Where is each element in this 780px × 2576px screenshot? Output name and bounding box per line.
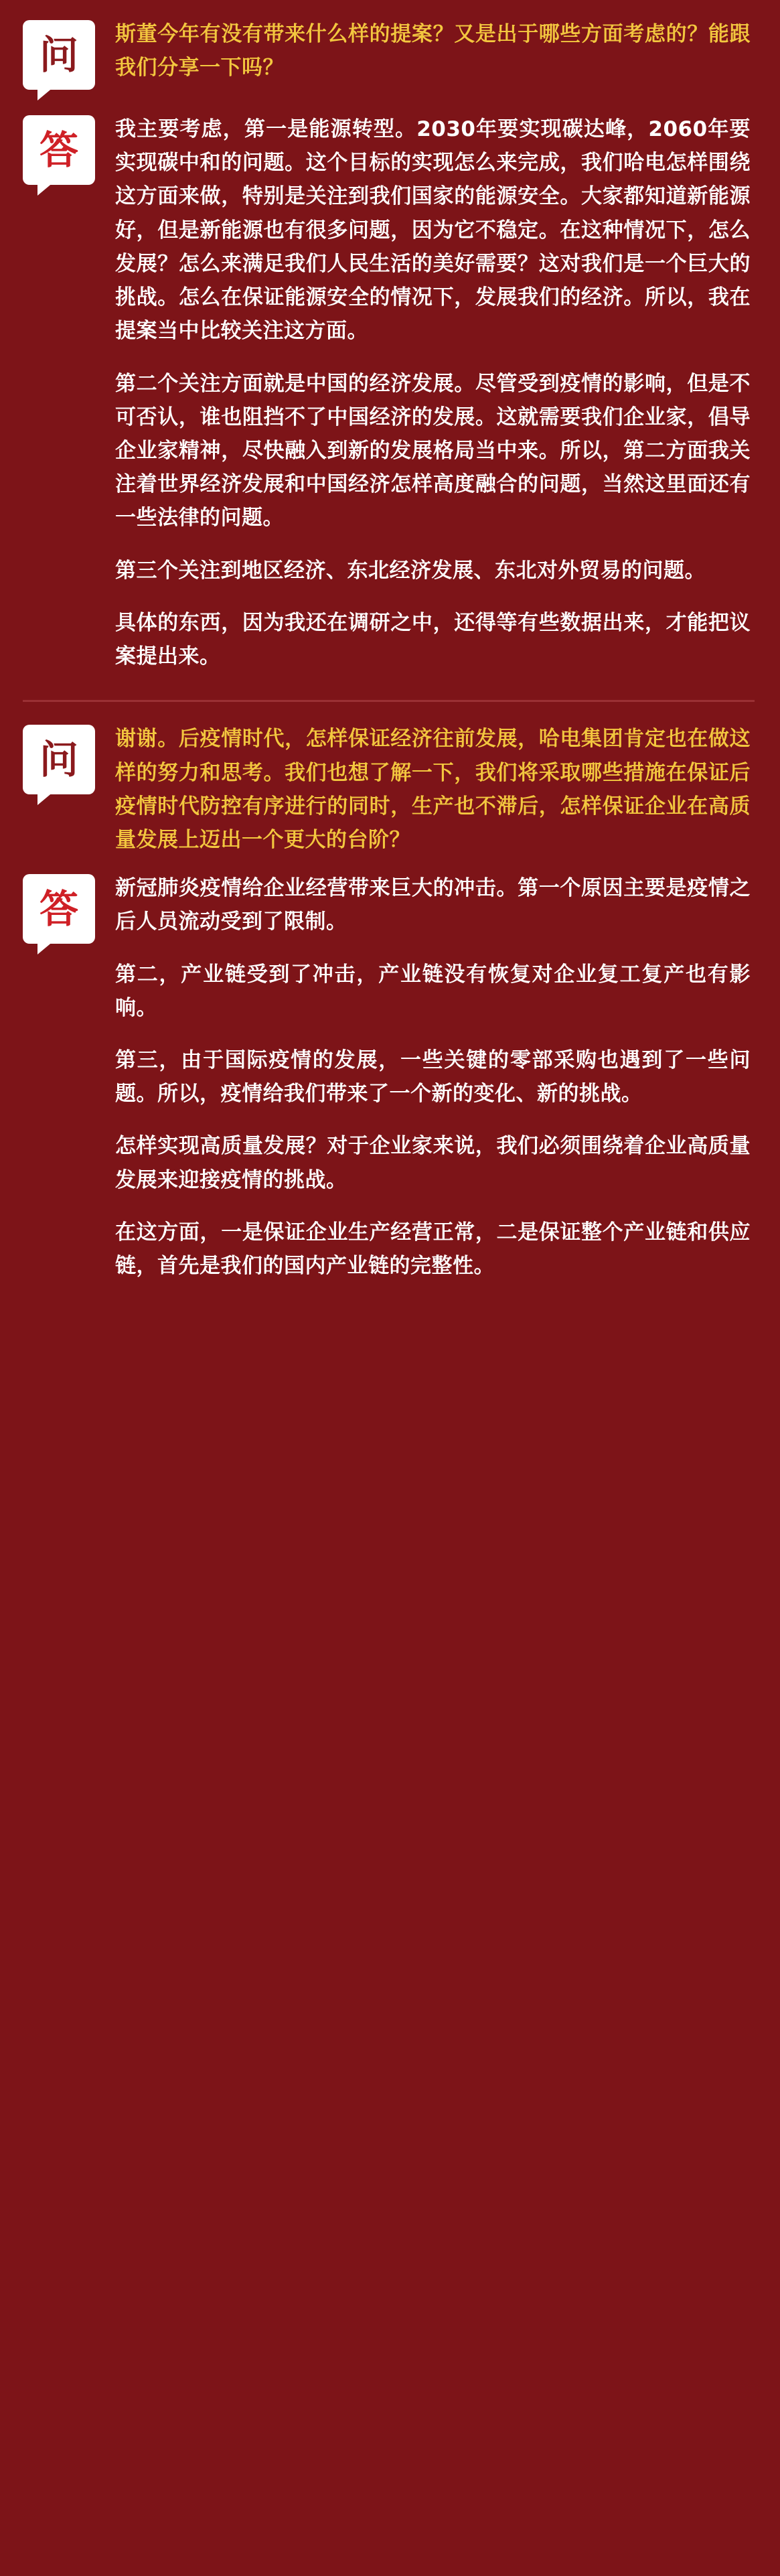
answer-text-1: [102, 113, 755, 673]
question-text-1: [102, 17, 755, 84]
answer-paragraph: 第三，由于国际疫情的发展，一些关键的零部采购也遇到了一些问题。所以，疫情给我们带来了一个新的变化、新的挑战。: [115, 1048, 751, 1106]
spacer-after-divider: [0, 702, 780, 722]
question-text-2: [102, 722, 755, 857]
badge-column: [23, 722, 102, 794]
badge-column: [23, 113, 102, 185]
bottom-spacer: [0, 1283, 780, 1323]
qa-block-answer-2: [0, 871, 780, 1283]
question-paragraph: 谢谢。后疫情时代，怎样保证经济往前发展，哈电集团肯定也在做这样的努力和思考。我们也想了解一下，我们将采取哪些措施在保证后疫情时代防控有序进行的同时，生产也不滞后，怎样保证企业在高质量发展上迈出一个更大的台阶？: [115, 727, 751, 852]
qa-block-question-1: [0, 17, 780, 90]
answer-paragraph: 在这方面，一是保证企业生产经营正常，二是保证整个产业链和供应链，首先是我们的国内产业链的完整性。: [115, 1220, 751, 1279]
answer-paragraph: 怎样实现高质量发展？对于企业家来说，我们必须围绕着企业高质量发展来迎接疫情的挑战。: [115, 1134, 751, 1192]
question-badge-label: 问: [39, 737, 78, 783]
answer-badge-icon: [23, 115, 95, 185]
question-badge-icon: [23, 20, 95, 90]
answer-paragraph: 第二，产业链受到了冲击，产业链没有恢复对企业复工复产也有影响。: [115, 962, 751, 1020]
question-badge-icon: [23, 725, 95, 794]
qa-block-question-2: [0, 722, 780, 857]
answer-text-2: [102, 871, 755, 1283]
spacer-after-q2: [0, 857, 780, 871]
top-spacer: [0, 0, 780, 17]
badge-column: [23, 17, 102, 90]
answer-paragraph: 具体的东西，因为我还在调研之中，还得等有些数据出来，才能把议案提出来。: [115, 610, 751, 669]
answer-badge-icon: [23, 874, 95, 944]
question-badge-label: 问: [39, 32, 78, 78]
answer-paragraph: 第三个关注到地区经济、东北经济发展、东北对外贸易的问题。: [115, 558, 706, 583]
badge-column: [23, 871, 102, 944]
answer-badge-label: 答: [39, 127, 78, 173]
answer-paragraph: 第二个关注方面就是中国的经济发展。尽管受到疫情的影响，但是不可否认，谁也阻挡不了中国经济的发展。这就需要我们企业家，倡导企业家精神，尽快融入到新的发展格局当中来。所以，第二方面我关注着世界经济发展和中国经济怎样高度融合的问题，当然这里面还有一些法律的问题。: [115, 371, 751, 530]
spacer-after-q1: [0, 90, 780, 113]
answer-paragraph: 我主要考虑，第一是能源转型。2030年要实现碳达峰，2060年要实现碳中和的问题。这个目标的实现怎么来完成，我们哈电怎样围绕这方面来做，特别是关注到我们国家的能源安全。大家都知道新能源好，但是新能源也有很多问题，因为它不稳定。在这种情况下，怎么发展？怎么来满足我们人民生活的美好需要？这对我们是一个巨大的挑战。怎么在保证能源安全的情况下，发展我们的经济。所以，我在提案当中比较关注这方面。: [115, 117, 751, 344]
qa-block-answer-1: [0, 113, 780, 673]
question-paragraph: 斯董今年有没有带来什么样的提案？又是出于哪些方面考虑的？能跟我们分享一下吗？: [115, 22, 751, 80]
answer-paragraph: 新冠肺炎疫情给企业经营带来巨大的冲击。第一个原因主要是疫情之后人员流动受到了限制。: [115, 876, 751, 934]
answer-badge-label: 答: [39, 886, 78, 932]
